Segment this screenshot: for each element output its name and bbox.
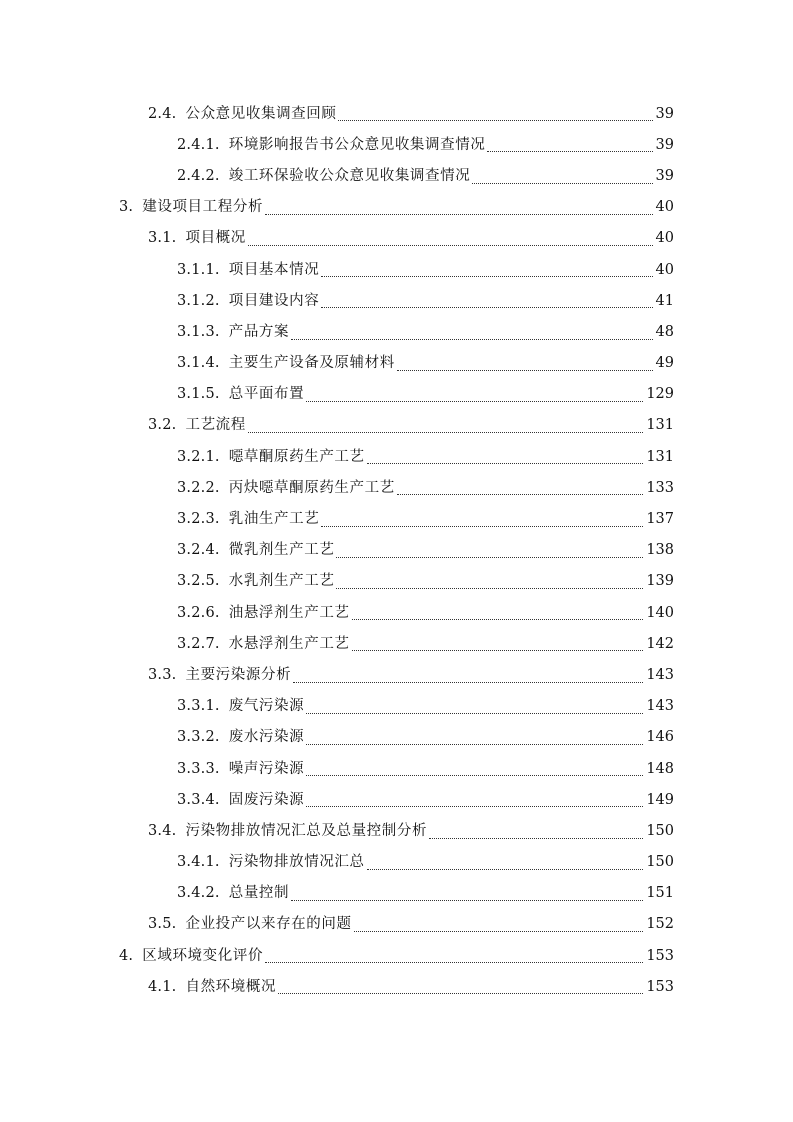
toc-entry-page-number: 142 (646, 635, 674, 652)
toc-entry-page-number: 129 (646, 386, 674, 403)
toc-entry-number: 3.4.1. (177, 854, 220, 871)
toc-entry-page-number: 39 (655, 105, 674, 122)
toc-entry-page-number: 133 (646, 479, 674, 496)
toc-dot-leader (265, 961, 643, 963)
toc-entry-number: 3.1.3. (177, 323, 220, 340)
toc-entry-number: 3.2.3. (177, 511, 220, 528)
toc-entry-page-number: 150 (646, 854, 674, 871)
toc-dot-leader (367, 868, 644, 870)
table-of-contents (0, 98, 793, 1002)
toc-entry[interactable] (0, 223, 793, 254)
toc-entry-title: 废气污染源 (228, 698, 305, 715)
toc-entry-title: 油悬浮剂生产工艺 (228, 604, 350, 621)
toc-entry[interactable] (0, 192, 793, 223)
toc-entry-title: 噪声污染源 (228, 760, 305, 777)
toc-dot-leader (397, 493, 643, 495)
toc-dot-leader (352, 649, 644, 651)
toc-entry-page-number: 146 (646, 729, 674, 746)
toc-entry-number: 3.2.4. (177, 542, 220, 559)
toc-entry-page-number: 153 (646, 947, 674, 964)
toc-entry[interactable] (0, 285, 793, 316)
toc-entry-page-number: 40 (655, 230, 674, 247)
toc-entry-page-number: 131 (646, 448, 674, 465)
toc-entry-number: 3.2.5. (177, 573, 220, 590)
toc-entry-page-number: 137 (646, 511, 674, 528)
toc-dot-leader (248, 244, 653, 246)
toc-entry-number: 3.3.4. (177, 791, 220, 808)
toc-entry[interactable] (0, 847, 793, 878)
toc-entry-title: 总平面布置 (228, 386, 305, 403)
toc-entry[interactable] (0, 659, 793, 690)
toc-dot-leader (397, 369, 653, 371)
toc-dot-leader (306, 743, 643, 745)
toc-entry[interactable] (0, 379, 793, 410)
toc-dot-leader (472, 182, 652, 184)
toc-entry[interactable] (0, 597, 793, 628)
toc-entry-page-number: 151 (646, 885, 674, 902)
toc-entry-number: 3.3. (148, 666, 177, 683)
toc-entry-page-number: 143 (646, 666, 674, 683)
toc-entry-title: 产品方案 (228, 323, 290, 340)
toc-entry-page-number: 152 (646, 916, 674, 933)
toc-entry-number: 3.1.1. (177, 261, 220, 278)
toc-entry-page-number: 139 (646, 573, 674, 590)
toc-entry-number: 3.1. (148, 230, 177, 247)
toc-entry-page-number: 40 (655, 199, 674, 216)
toc-dot-leader (487, 150, 652, 152)
toc-dot-leader (265, 213, 652, 215)
toc-dot-leader (291, 899, 643, 901)
toc-entry[interactable] (0, 160, 793, 191)
toc-entry-title: 工艺流程 (185, 417, 246, 434)
toc-entry-title: 竣工环保验收公众意见收集调查情况 (228, 167, 471, 184)
toc-dot-leader (336, 556, 643, 558)
toc-entry-page-number: 39 (655, 136, 674, 153)
toc-dot-leader (429, 837, 643, 839)
toc-entry[interactable] (0, 722, 793, 753)
toc-entry-page-number: 39 (655, 167, 674, 184)
toc-entry-number: 2.4.2. (177, 167, 220, 184)
toc-entry-title: 项目建设内容 (228, 292, 320, 309)
toc-entry-number: 3.2.7. (177, 635, 220, 652)
toc-dot-leader (306, 712, 643, 714)
toc-dot-leader (352, 618, 644, 620)
toc-dot-leader (367, 462, 644, 464)
toc-entry-title: 丙炔噁草酮原药生产工艺 (228, 479, 395, 496)
toc-entry[interactable] (0, 753, 793, 784)
toc-entry[interactable] (0, 348, 793, 379)
toc-entry-page-number: 150 (646, 822, 674, 839)
toc-entry-number: 3.1.5. (177, 386, 220, 403)
toc-dot-leader (248, 431, 643, 433)
toc-entry-title: 乳油生产工艺 (228, 511, 320, 528)
toc-entry-title: 固废污染源 (228, 791, 305, 808)
toc-dot-leader (291, 338, 652, 340)
toc-entry-number: 3.1.2. (177, 292, 220, 309)
toc-entry[interactable] (0, 316, 793, 347)
toc-entry[interactable] (0, 410, 793, 441)
toc-entry-number: 3.3.3. (177, 760, 220, 777)
toc-entry[interactable] (0, 472, 793, 503)
toc-entry-title: 微乳剂生产工艺 (228, 542, 335, 559)
toc-entry-title: 环境影响报告书公众意见收集调查情况 (228, 136, 486, 153)
toc-entry-page-number: 143 (646, 698, 674, 715)
toc-entry-title: 项目基本情况 (228, 261, 320, 278)
toc-dot-leader (336, 587, 643, 589)
toc-entry-number: 3.3.1. (177, 698, 220, 715)
toc-entry-number: 4.1. (148, 978, 177, 995)
toc-entry-title: 主要污染源分析 (185, 666, 292, 683)
toc-entry-number: 3.2.6. (177, 604, 220, 621)
toc-entry-page-number: 131 (646, 417, 674, 434)
toc-entry-title: 自然环境概况 (185, 978, 277, 995)
toc-entry-title: 水悬浮剂生产工艺 (228, 635, 350, 652)
toc-entry-title: 公众意见收集调查回顾 (185, 105, 337, 122)
toc-entry[interactable] (0, 878, 793, 909)
toc-entry-title: 废水污染源 (228, 729, 305, 746)
toc-entry[interactable] (0, 784, 793, 815)
toc-entry-number: 2.4. (148, 105, 177, 122)
toc-entry[interactable] (0, 441, 793, 472)
toc-entry-number: 3.4. (148, 822, 177, 839)
toc-entry[interactable] (0, 129, 793, 160)
toc-dot-leader (338, 119, 652, 121)
toc-entry-page-number: 149 (646, 791, 674, 808)
toc-dot-leader (306, 805, 643, 807)
toc-dot-leader (278, 992, 643, 994)
toc-entry-title: 污染物排放情况汇总及总量控制分析 (185, 822, 428, 839)
toc-entry[interactable] (0, 98, 793, 129)
toc-entry[interactable] (0, 628, 793, 659)
toc-entry-number: 3.1.4. (177, 355, 220, 372)
toc-entry[interactable] (0, 254, 793, 285)
toc-entry[interactable] (0, 535, 793, 566)
toc-entry-number: 3.2.2. (177, 479, 220, 496)
toc-entry-title: 主要生产设备及原辅材料 (228, 355, 395, 372)
toc-entry-page-number: 48 (655, 323, 674, 340)
toc-entry-number: 3.2.1. (177, 448, 220, 465)
toc-entry[interactable] (0, 691, 793, 722)
toc-dot-leader (306, 774, 643, 776)
toc-entry-number: 3.4.2. (177, 885, 220, 902)
toc-entry-page-number: 140 (646, 604, 674, 621)
toc-entry[interactable] (0, 815, 793, 846)
toc-entry-page-number: 49 (655, 355, 674, 372)
toc-dot-leader (354, 930, 644, 932)
toc-entry[interactable] (0, 566, 793, 597)
toc-entry-title: 总量控制 (228, 885, 290, 902)
toc-entry-title: 污染物排放情况汇总 (228, 854, 365, 871)
toc-entry-page-number: 138 (646, 542, 674, 559)
toc-entry-title: 噁草酮原药生产工艺 (228, 448, 365, 465)
toc-dot-leader (306, 400, 643, 402)
toc-entry[interactable] (0, 940, 793, 971)
toc-entry-page-number: 148 (646, 760, 674, 777)
toc-entry[interactable] (0, 503, 793, 534)
toc-entry-number: 3. (119, 199, 134, 216)
toc-dot-leader (321, 306, 652, 308)
toc-entry-title: 企业投产以来存在的问题 (185, 916, 352, 933)
toc-entry[interactable] (0, 971, 793, 1002)
toc-entry[interactable] (0, 909, 793, 940)
toc-entry-number: 3.5. (148, 916, 177, 933)
toc-dot-leader (321, 525, 643, 527)
toc-entry-title: 建设项目工程分析 (142, 199, 264, 216)
toc-entry-number: 3.2. (148, 417, 177, 434)
toc-entry-number: 4. (119, 947, 134, 964)
toc-entry-number: 3.3.2. (177, 729, 220, 746)
toc-dot-leader (293, 681, 643, 683)
toc-entry-title: 区域环境变化评价 (142, 947, 264, 964)
toc-entry-page-number: 153 (646, 978, 674, 995)
toc-entry-title: 项目概况 (185, 230, 246, 247)
toc-entry-title: 水乳剂生产工艺 (228, 573, 335, 590)
toc-entry-page-number: 40 (655, 261, 674, 278)
toc-dot-leader (321, 275, 652, 277)
toc-entry-page-number: 41 (655, 292, 674, 309)
toc-entry-number: 2.4.1. (177, 136, 220, 153)
